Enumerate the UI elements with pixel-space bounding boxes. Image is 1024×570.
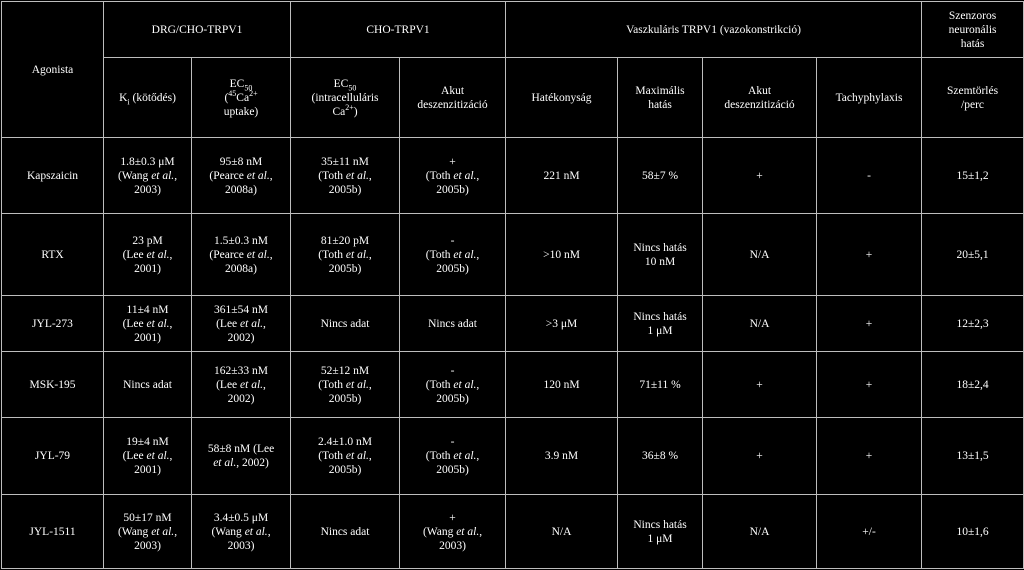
cell-line: 50±17 nM [123,511,172,524]
header-sensory-line: hatás [960,37,985,50]
table-row [2,495,1024,569]
header-acute-desensitization-vascular [703,58,817,138]
citation-etal: et al. [453,450,477,462]
header-ec50-uptake [192,58,291,138]
cell-line: 162±33 nM [214,364,268,377]
header-max-line: Maximális [635,84,685,97]
cell-line: 52±12 nM [320,364,370,377]
cell-ec50-uptake [192,418,291,495]
header-eye-wiping [922,58,1024,138]
cell-line: + [865,317,873,330]
cell-line: Nincs adat [320,317,370,330]
cell-line: 2002) [227,392,255,405]
cell-line: + [865,378,873,391]
cell-line: (Toth et al., [318,450,372,462]
citation-etal: et al. [345,450,369,462]
cell-line: 2008a) [225,262,257,275]
cell-line: 2003) [227,539,255,552]
cell-line: (Toth et al., [318,378,372,391]
cell-acute-desensitization [400,495,506,569]
cell-line: et al., 2002) [213,457,269,469]
cell-line: (Wang et al., [117,525,178,538]
cell-ec50-intracellular [291,138,400,214]
header-max-effect [618,58,703,138]
cell-line: (Toth et al., [425,450,480,462]
cell-agonist: Kapszaicin [2,138,104,214]
cell-agonist: JYL-273 [2,296,104,352]
cell-line: (Toth et al., [318,248,372,261]
cell-ec50-intracellular [291,495,400,569]
cell-tachyphylaxis [817,138,922,214]
cell-line: - [450,436,455,448]
cell-line: 2008a) [225,183,257,196]
header-group-cho: CHO-TRPV1 [291,2,506,58]
cell-line: 361±54 nM [214,303,268,316]
cell-line: 3.4±0.5 μM [213,511,269,524]
cell-line: 2.4±1.0 nM [318,436,372,448]
citation-etal: et al. [240,317,264,330]
cell-line: (Pearce et al., [209,169,273,182]
cell-line: 95±8 nM [219,155,263,168]
cell-acute-desensitization [400,214,506,296]
cell-line: (Lee et al., [122,450,173,462]
ki-rest: (kötődés) [129,91,176,104]
citation-etal: et al. [240,378,264,391]
header-group-drg-cho: DRG/CHO-TRPV1 [104,2,291,58]
cell-eye-wiping [922,214,1024,296]
cell-line: 120 nM [543,378,580,391]
cell-max-effect [618,352,703,418]
cell-line: (Pearce et al., [209,248,273,261]
ki-subscript: i [127,96,130,106]
cell-line: (Wang et al., [117,169,178,182]
cell-line: - [450,234,455,247]
cell-ec50-intracellular [291,418,400,495]
cell-acute-desensitization-vascular [703,214,817,296]
cell-line: (Wang et al., [211,525,271,538]
cell-ki [104,418,192,495]
cell-line: 1 μM [647,532,673,545]
cell-line: (Lee et al., [122,317,173,330]
cell-efficacy [506,495,618,569]
header-group-vascular: Vaszkuláris TRPV1 (vazokonstrikció) [506,2,922,58]
ec50-symbol: EC [229,77,245,90]
cell-tachyphylaxis [817,352,922,418]
cell-agonist: JYL-1511 [2,495,104,569]
cell-line: 13±1,5 [956,450,989,462]
cell-line: 221 nM [543,169,580,182]
cell-line: Nincs hatás [633,310,687,323]
cell-line: + [756,450,763,462]
cell-line: (Toth et al., [425,169,480,182]
cell-line: + [865,248,873,261]
citation-etal: et al. [453,248,477,261]
cell-acute-desensitization [400,418,506,495]
cell-line: 35±11 nM [321,155,369,168]
header-row-columns [2,58,1024,138]
ec50-subscript: 50 [348,82,357,92]
header-ec50-intracellular [291,58,400,138]
header-tachyphylaxis: Tachyphylaxis [817,58,922,138]
header-sensory-line: Szenzoros [948,9,997,22]
header-akut-line: deszenzitizáció [417,98,488,111]
cell-line: N/A [749,525,770,538]
cell-efficacy [506,138,618,214]
cell-max-effect [618,418,703,495]
cell-line: 2005b) [436,262,469,275]
header-akut2-line: deszenzitizáció [724,98,795,111]
cell-line: N/A [749,317,770,330]
cell-line: 2005b) [436,183,469,196]
cell-agonist: RTX [2,214,104,296]
agonist-comparison-table [1,1,1024,569]
citation-etal: et al. [453,169,477,182]
citation-etal: et al. [246,169,270,182]
cell-line: N/A [551,525,572,538]
cell-line: - [450,364,455,377]
ec50-charge: 2+ [345,102,354,112]
cell-ec50-uptake [192,495,291,569]
cell-line: 1.8±0.3 μM [120,155,175,168]
cell-line: + [756,378,763,391]
cell-tachyphylaxis [817,214,922,296]
cell-line: 11±4 nM [126,303,169,316]
cell-efficacy [506,296,618,352]
cell-line: + [865,450,873,462]
cell-efficacy [506,352,618,418]
cell-line: (Toth et al., [318,169,372,182]
cell-tachyphylaxis [817,418,922,495]
table-row [2,418,1024,495]
cell-eye-wiping [922,352,1024,418]
cell-line: Nincs hatás [633,241,687,254]
table-row [2,352,1024,418]
cell-line: 36±8 % [642,450,679,462]
cell-line: 2005b) [328,262,362,275]
cell-efficacy [506,214,618,296]
cell-ec50-intracellular [291,296,400,352]
table-row [2,138,1024,214]
cell-line: >3 μM [545,317,578,330]
cell-acute-desensitization [400,138,506,214]
ec50-subscript: 50 [244,82,253,92]
cell-line: 2001) [134,464,161,476]
cell-line: >10 nM [543,248,580,261]
cell-acute-desensitization [400,352,506,418]
cell-line: 10±1,6 [956,525,989,538]
cell-max-effect [618,138,703,214]
citation-etal: et al. [151,169,175,182]
cell-line: + [449,511,456,524]
header-group-sensory [922,2,1024,58]
cell-eye-wiping [922,296,1024,352]
cell-ki [104,138,192,214]
cell-acute-desensitization-vascular [703,418,817,495]
citation-etal: et al. [146,248,170,261]
cell-line: (Lee et al., [216,378,266,391]
ec50-ca: Ca [332,105,346,118]
cell-line: (Lee et al., [216,317,266,330]
cell-line: 58±8 nM (Lee [207,443,275,455]
cell-line: 2003) [134,183,161,196]
cell-ec50-uptake [192,296,291,352]
cell-line: 18±2,4 [956,378,989,391]
citation-etal: et al. [345,169,369,182]
citation-etal: et al. [345,248,369,261]
ec50-charge: 2+ [249,88,258,98]
cell-acute-desensitization [400,296,506,352]
cell-ec50-uptake [192,352,291,418]
cell-eye-wiping [922,495,1024,569]
cell-agonist: MSK-195 [2,352,104,418]
cell-line: 2005b) [328,464,362,476]
citation-etal: et al. [453,378,477,391]
cell-line: 71±11 % [639,378,681,391]
cell-ec50-intracellular [291,214,400,296]
cell-line: 2003) [439,539,466,552]
citation-etal: et al. [345,378,369,391]
header-szem-line: Szemtörlés [946,84,999,97]
cell-acute-desensitization-vascular [703,495,817,569]
cell-efficacy [506,418,618,495]
cell-line: 1 μM [647,324,673,337]
cell-line: (Toth et al., [425,248,480,261]
table-row [2,214,1024,296]
cell-line: 2001) [134,331,161,344]
citation-etal: et al. [456,525,480,538]
header-akut2-line: Akut [748,84,772,97]
cell-line: 19±4 nM [126,436,169,448]
cell-line: +/- [862,525,876,538]
ec50-open-paren: ( [224,91,229,104]
ec50-symbol: EC [333,77,349,90]
cell-max-effect [618,296,703,352]
cell-line: N/A [749,248,770,261]
cell-line: 12±2,3 [956,317,989,330]
cell-line: 10 nM [644,255,676,268]
ec50-ca: Ca [236,91,250,104]
header-szem-line: /perc [961,98,985,111]
cell-line: 23 pM [132,234,163,247]
cell-line: Nincs hatás [633,518,687,531]
table-row [2,296,1024,352]
header-row-groups [2,2,1024,58]
ec50-uptake-label: uptake) [223,105,259,118]
header-acute-desensitization [400,58,506,138]
cell-ki [104,214,192,296]
cell-line: 3.9 nM [544,450,579,462]
header-ki [104,58,192,138]
cell-line: 2005b) [328,392,362,405]
citation-etal: et al. [151,525,175,538]
header-sensory-line: neuronális [948,23,997,36]
cell-line: 58±7 % [642,169,679,182]
cell-line: Nincs adat [428,317,477,330]
ec50-intracellular-label: (intracelluláris [311,91,379,104]
cell-line: 2002) [227,331,255,344]
cell-tachyphylaxis [817,495,922,569]
cell-line: 2003) [134,539,161,552]
cell-acute-desensitization-vascular [703,296,817,352]
cell-line: 2005b) [328,183,362,196]
cell-max-effect [618,495,703,569]
cell-line: Nincs adat [123,378,172,391]
cell-line: + [756,169,763,182]
cell-ki [104,352,192,418]
cell-tachyphylaxis [817,296,922,352]
cell-eye-wiping [922,138,1024,214]
header-akut-line: Akut [441,84,465,97]
header-efficacy: Hatékonyság [506,58,618,138]
cell-acute-desensitization-vascular [703,352,817,418]
cell-ec50-uptake [192,214,291,296]
cell-ki [104,296,192,352]
citation-etal: et al. [146,317,170,330]
cell-line: 2005b) [436,464,469,476]
cell-line: (Toth et al., [425,378,480,391]
ec50-close-paren: ) [353,105,358,118]
cell-line: + [449,155,456,168]
cell-line: 2001) [134,262,161,275]
cell-ec50-uptake [192,138,291,214]
cell-line: 15±1,2 [956,169,989,182]
citation-etal: et al. [244,525,268,538]
cell-line: Nincs adat [320,525,370,538]
cell-eye-wiping [922,418,1024,495]
citation-etal: et al. [246,248,270,261]
cell-ec50-intracellular [291,352,400,418]
ec50-isotope: 45 [228,88,237,98]
cell-line: (Wang et al., [422,525,483,538]
cell-line: (Lee et al., [122,248,173,261]
ki-symbol: K [119,91,128,104]
cell-ki [104,495,192,569]
cell-line: 20±5,1 [956,248,989,261]
cell-agonist: JYL-79 [2,418,104,495]
cell-acute-desensitization-vascular [703,138,817,214]
citation-etal: et al. [146,450,170,462]
cell-line: 81±20 pM [320,234,370,247]
header-agonist: Agonista [2,2,104,138]
cell-max-effect [618,214,703,296]
citation-etal: et al. [213,457,237,469]
cell-line: 2005b) [436,392,469,405]
header-max-line: hatás [648,98,672,111]
cell-line: 1.5±0.3 nM [214,234,268,247]
cell-line: - [867,169,871,182]
